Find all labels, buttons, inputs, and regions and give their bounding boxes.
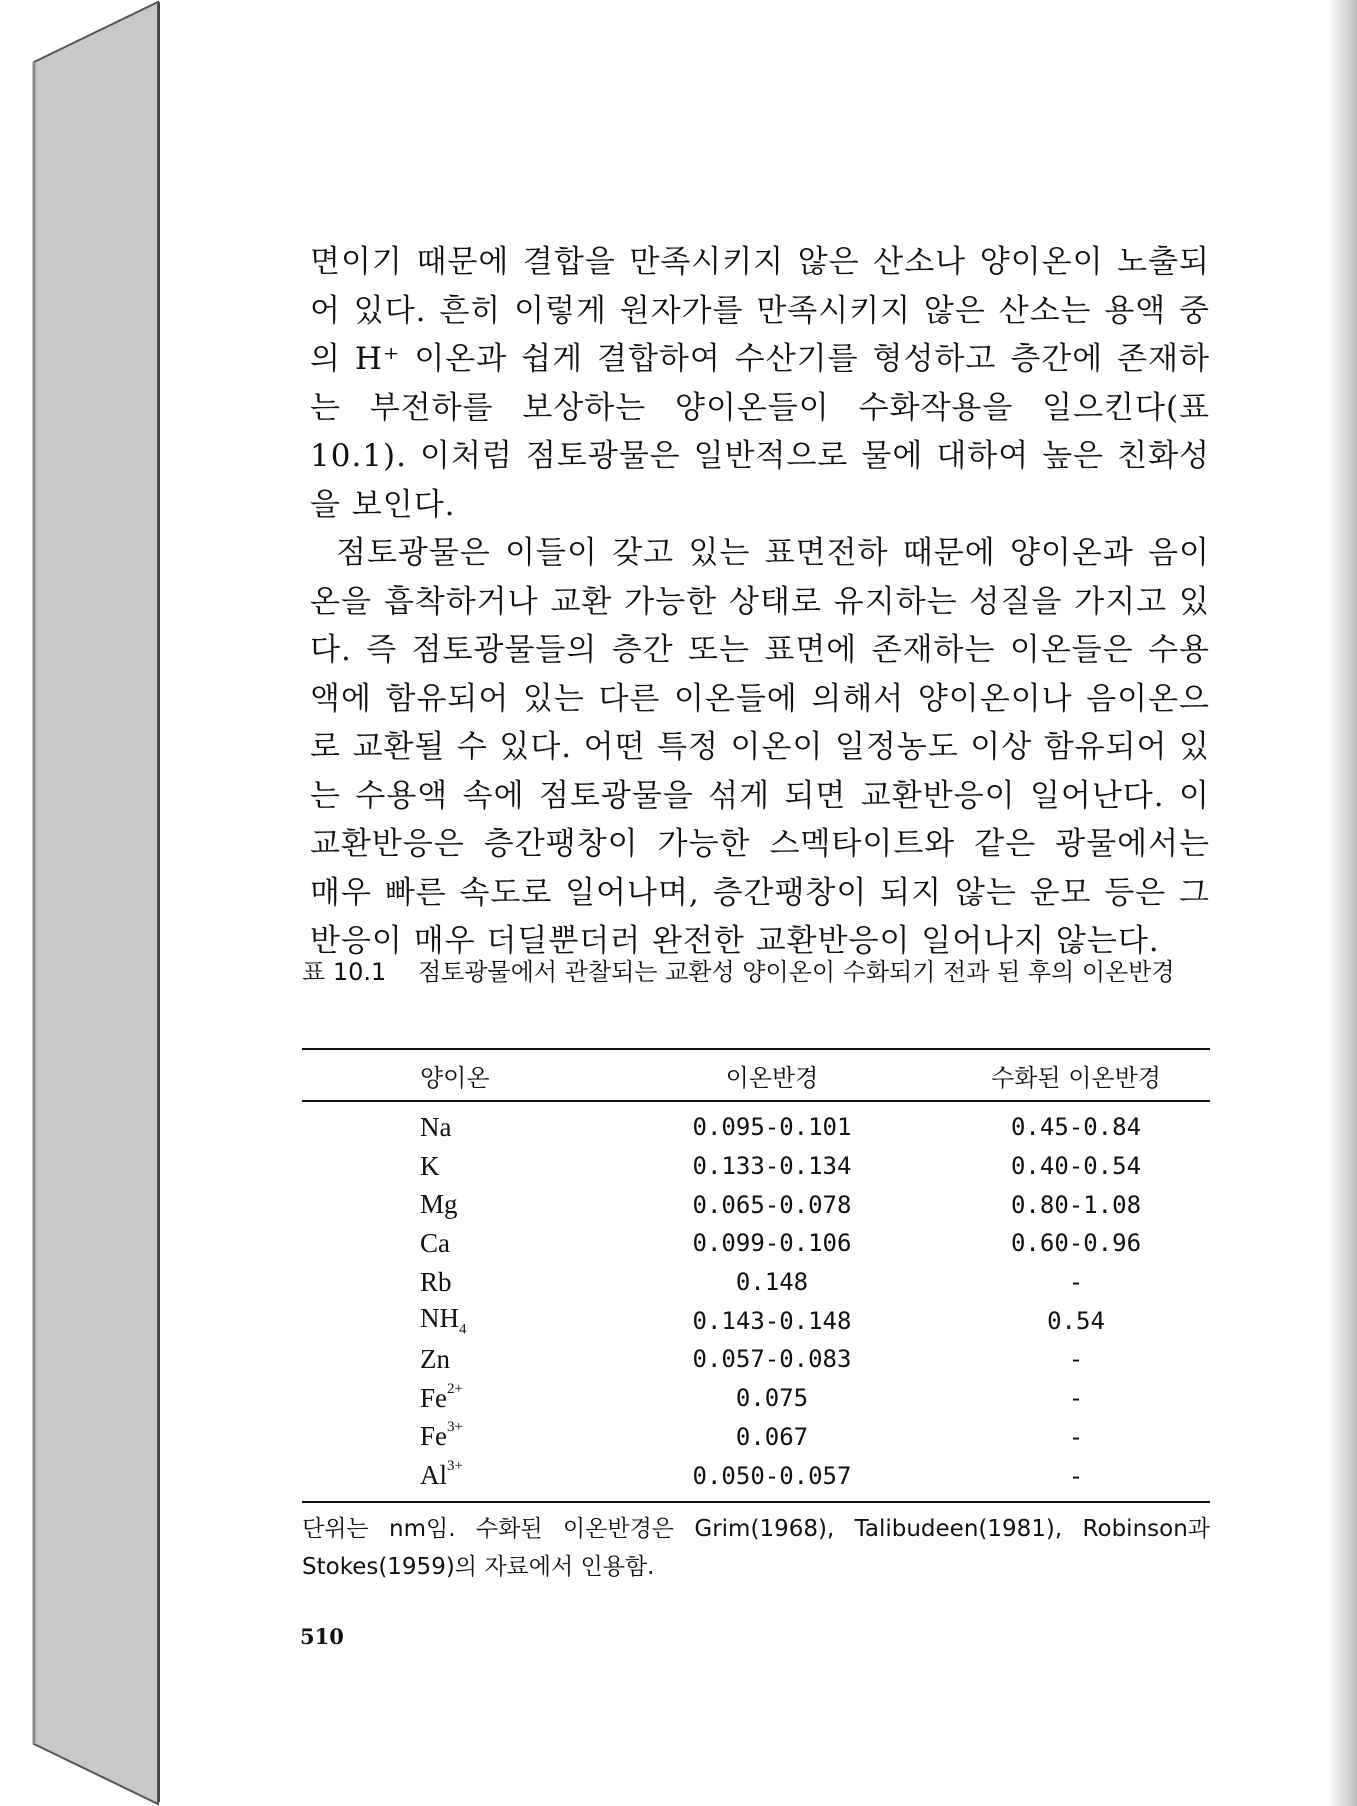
paragraph-2: 점토광물은 이들이 갖고 있는 표면전하 때문에 양이온과 음이온을 흡착하거나 교환 가능한 상태로 유지하는 성질을 가지고 있다. 즉 점토광물들의 층간 또는 표면에 존재하는 이온들은 수용액에 함유되어 있는 다른 이온들에 의해서 양이온이나 음이온으로 교환될 수 있다. 어떤 특정 이온이 일정농도 이상 함유되어 있는 수용액 속에 점토광물을 섞게 되면 교환반응이 일어난다. 이 교환반응은 층간팽창이 가능한 스멕타이트와 같은 광물에서는 매우 빠른 속도로 일어나며, 층간팽창이 되지 않는 운모 등은 그 반응이 매우 더딜뿐더러 완전한 교환반응이 일어나지 않는다. bbox=[310, 535, 1210, 959]
cell-hydrated: - bbox=[1068, 1268, 1084, 1297]
cell-radius: 0.095-0.101 bbox=[692, 1113, 852, 1142]
table-row bbox=[302, 1147, 1210, 1186]
cell-radius: 0.148 bbox=[735, 1268, 809, 1297]
page-edge-shadow bbox=[1327, 0, 1357, 1806]
cell-radius: 0.099-0.106 bbox=[692, 1229, 852, 1258]
table-footnote: 단위는 nm임. 수화된 이온반경은 Grim(1968), Talibudeen(1981), Robinson과 Stokes(1959)의 자료에서 인용함. bbox=[302, 1516, 1210, 1580]
cell-radius: 0.133-0.134 bbox=[692, 1152, 852, 1181]
cell-hydrated: - bbox=[1068, 1461, 1084, 1490]
table-row bbox=[302, 1224, 1210, 1263]
cell-radius: 0.057-0.083 bbox=[692, 1345, 852, 1374]
cell-cation: $NH_4$ bbox=[420, 1303, 467, 1338]
body-text bbox=[310, 238, 1210, 966]
table-number: 표 10.1 bbox=[302, 958, 387, 986]
cell-cation: Ca bbox=[420, 1227, 450, 1258]
cell-hydrated: 0.80-1.08 bbox=[1010, 1190, 1142, 1219]
cell-radius: 0.143-0.148 bbox=[692, 1306, 852, 1335]
book-spine-face bbox=[34, 2, 158, 1804]
cell-hydrated: 0.40-0.54 bbox=[1010, 1152, 1142, 1181]
cell-cation: Mg bbox=[420, 1189, 458, 1220]
paragraph-1: 면이기 때문에 결합을 만족시키지 않은 산소나 양이온이 노출되어 있다. 흔히 이렇게 원자가를 만족시키지 않은 산소는 용액 중의 H⁺ 이온과 쉽게 결합하여 수산기를 형성하고 층간에 존재하는 부전하를 보상하는 양이온들이 수화작용을 일으킨다(표 10.1). 이처럼 점토광물은 일반적으로 물에 대하여 높은 친화성을 보인다. bbox=[310, 244, 1210, 523]
table-bottom-rule bbox=[302, 1501, 1210, 1503]
cell-cation: $Fe^{3+}$ bbox=[420, 1419, 463, 1452]
cell-hydrated: - bbox=[1068, 1422, 1084, 1451]
table-row bbox=[302, 1185, 1210, 1224]
header-cation: 양이온 bbox=[420, 1063, 490, 1092]
header-ion-radius: 이온반경 bbox=[725, 1063, 819, 1092]
cell-radius: 0.065-0.078 bbox=[692, 1190, 852, 1219]
page-number: 510 bbox=[300, 1624, 344, 1649]
table-title: 점토광물에서 관찰되는 교환성 양이온이 수화되기 전과 된 후의 이온반경 bbox=[418, 958, 1175, 986]
cell-hydrated: 0.54 bbox=[1047, 1306, 1105, 1335]
cation-charge: 2+ bbox=[447, 1380, 463, 1397]
header-hydrated-radius: 수화된 이온반경 bbox=[991, 1063, 1161, 1092]
cell-hydrated: - bbox=[1068, 1345, 1084, 1374]
cation-charge: 3+ bbox=[447, 1419, 463, 1436]
cell-hydrated: 0.45-0.84 bbox=[1010, 1113, 1142, 1142]
cell-radius: 0.067 bbox=[735, 1422, 809, 1451]
table-row bbox=[302, 1301, 1210, 1340]
table-row bbox=[302, 1456, 1210, 1495]
table-row bbox=[302, 1340, 1210, 1379]
table-row bbox=[302, 1379, 1210, 1418]
cell-hydrated: - bbox=[1068, 1384, 1084, 1413]
cell-cation: $Fe^{2+}$ bbox=[420, 1380, 463, 1413]
cell-cation: Rb bbox=[420, 1266, 452, 1297]
cell-cation: K bbox=[420, 1150, 440, 1181]
cation-subscript: 4 bbox=[459, 1321, 467, 1338]
table-row bbox=[302, 1418, 1210, 1457]
cation-charge: 3+ bbox=[447, 1458, 463, 1475]
cell-cation: Zn bbox=[420, 1343, 450, 1374]
cell-radius: 0.050-0.057 bbox=[692, 1461, 852, 1490]
table-caption bbox=[302, 952, 1212, 992]
table-header bbox=[302, 1050, 1210, 1100]
cell-hydrated: 0.60-0.96 bbox=[1010, 1229, 1142, 1258]
cell-radius: 0.075 bbox=[735, 1384, 809, 1413]
table-row bbox=[302, 1263, 1210, 1302]
ion-radius-table bbox=[302, 1048, 1210, 1503]
table-body bbox=[302, 1102, 1210, 1501]
cell-cation: Na bbox=[420, 1111, 452, 1142]
cell-cation: $Al^{3+}$ bbox=[420, 1458, 463, 1491]
table-row bbox=[302, 1108, 1210, 1147]
